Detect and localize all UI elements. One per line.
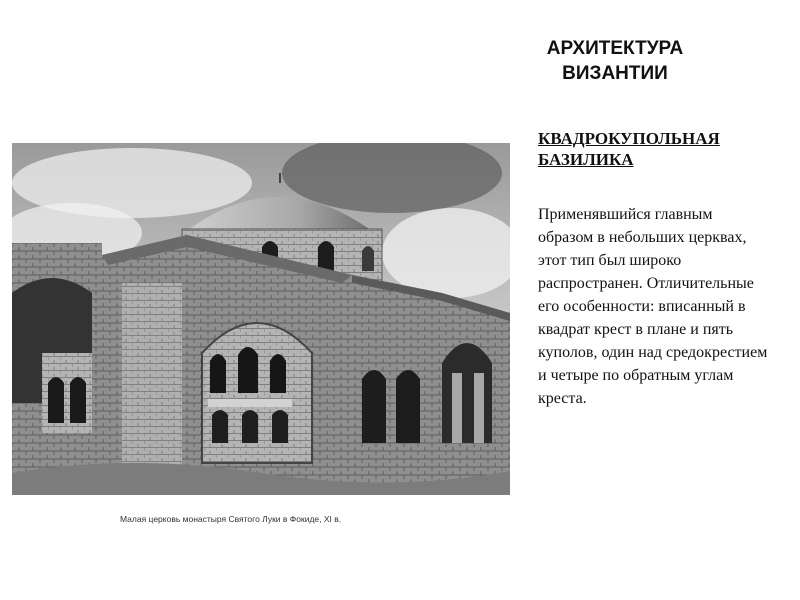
slide-title [520,36,710,86]
description-text: Применявшийся главным образом в небольших церквах, этот тип был широко распространен. Отличительные его особенности: вписанный в квадрат крест в плане и пять куполов, один над средокрестием и четыре по обратным углам креста. [538,206,768,407]
subtitle-line-2: БАЗИЛИКА [538,150,634,169]
subtitle-line-1: КВАДРОКУПОЛЬНАЯ [538,129,720,148]
photo-caption: Малая церковь монастыря Святого Луки в Фокиде, XI в. [120,514,342,524]
church-photo [12,143,510,495]
section-subtitle [538,128,778,170]
title-line-2: ВИЗАНТИИ [562,63,668,84]
title-line-1: АРХИТЕКТУРА [546,38,684,59]
